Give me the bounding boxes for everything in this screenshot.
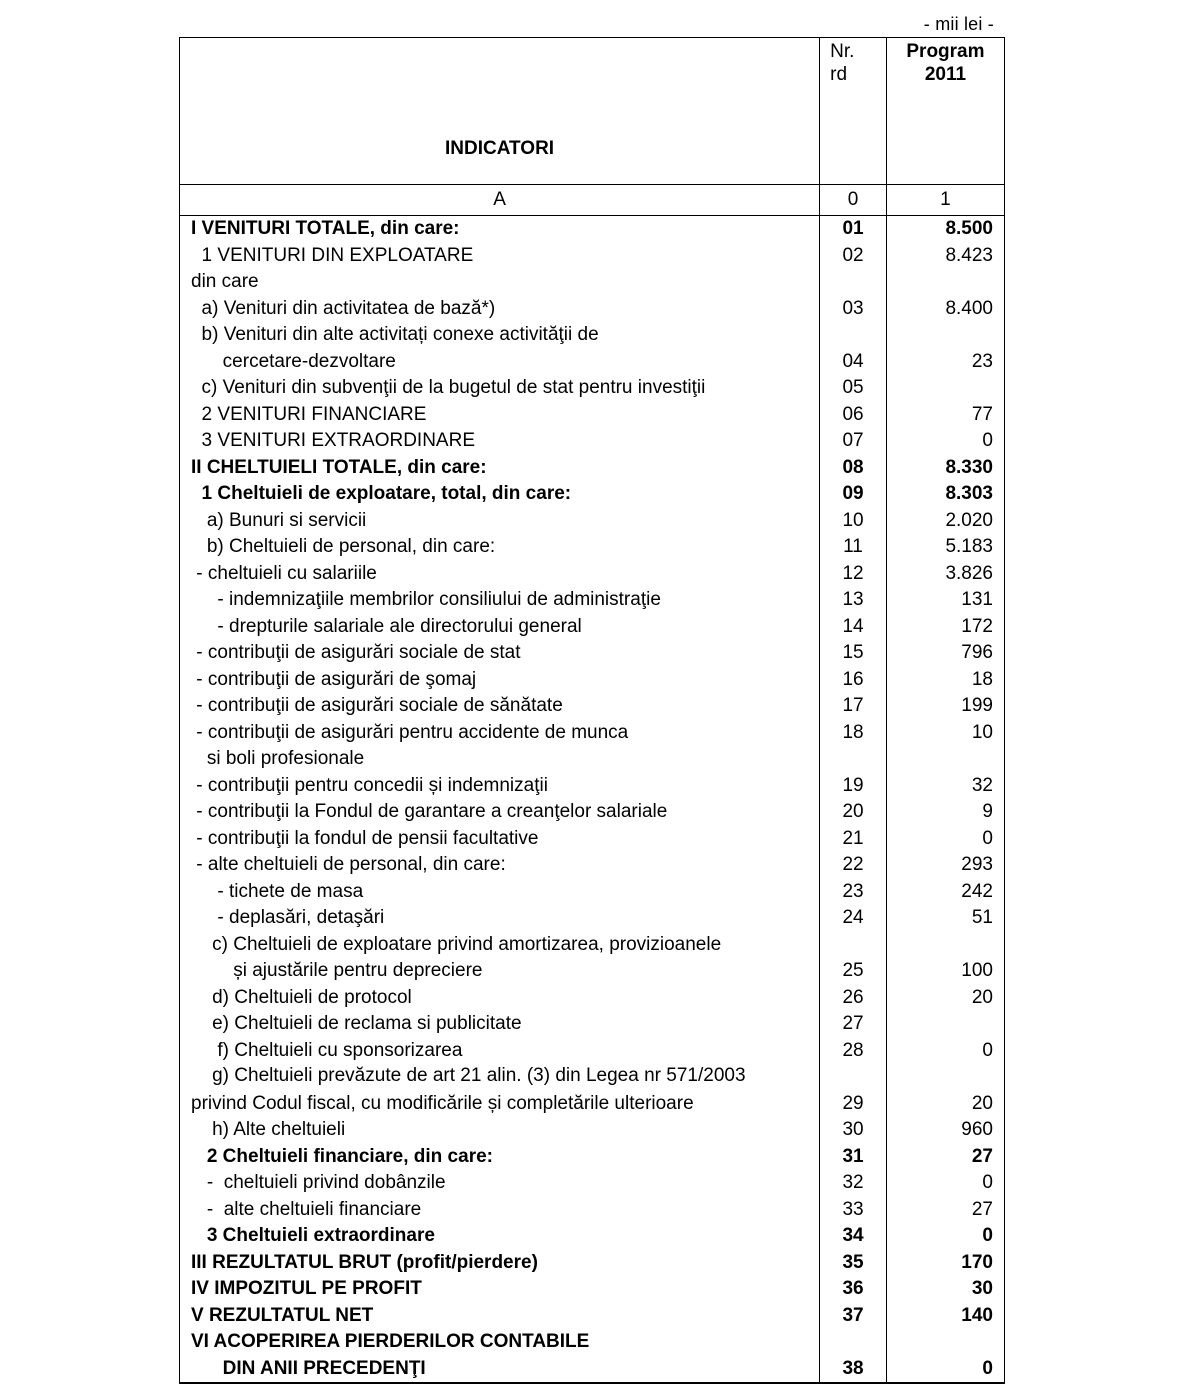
- row-number: [820, 269, 887, 296]
- program-value: 199: [886, 693, 1004, 720]
- indicator-label: 1 Cheltuieli de exploatare, total, din care:: [180, 481, 820, 508]
- table-row: [180, 773, 1005, 800]
- row-number: 04: [820, 349, 887, 376]
- program-value: [886, 1329, 1004, 1356]
- program-value: 20: [886, 985, 1004, 1012]
- program-value: 2.020: [886, 508, 1004, 535]
- program-value: 0: [886, 428, 1004, 455]
- program-value: 172: [886, 614, 1004, 641]
- row-number: 08: [820, 455, 887, 482]
- indicator-label: 2 Cheltuieli financiare, din care:: [180, 1144, 820, 1171]
- indicator-label: 3 VENITURI EXTRAORDINARE: [180, 428, 820, 455]
- column-index-program: 1: [886, 185, 1004, 216]
- indicator-label: din care: [180, 269, 820, 296]
- table-row: [180, 720, 1005, 747]
- program-value: 51: [886, 905, 1004, 932]
- table-row: [180, 428, 1005, 455]
- row-number: 25: [820, 958, 887, 985]
- row-number: 34: [820, 1223, 887, 1250]
- row-number: 33: [820, 1197, 887, 1224]
- indicator-label: - tichete de masa: [180, 879, 820, 906]
- program-value: 0: [886, 1170, 1004, 1197]
- table-row: [180, 1117, 1005, 1144]
- indicator-label: a) Venituri din activitatea de bază*): [180, 296, 820, 323]
- indicator-label: - drepturile salariale ale directorului general: [180, 614, 820, 641]
- program-value: 0: [886, 1356, 1004, 1384]
- row-number: [820, 746, 887, 773]
- table-row: [180, 508, 1005, 535]
- table-row: [180, 216, 1005, 243]
- program-value: 796: [886, 640, 1004, 667]
- row-number: 18: [820, 720, 887, 747]
- row-number: 30: [820, 1117, 887, 1144]
- indicator-label: g) Cheltuieli prevăzute de art 21 alin. (3) din Legea nr 571/2003: [180, 1064, 820, 1091]
- program-value: 23: [886, 349, 1004, 376]
- table-row: [180, 534, 1005, 561]
- row-number: 06: [820, 402, 887, 429]
- program-value: 27: [886, 1144, 1004, 1171]
- table-row: [180, 932, 1005, 959]
- indicator-label: 3 Cheltuieli extraordinare: [180, 1223, 820, 1250]
- row-number: 17: [820, 693, 887, 720]
- row-number: 10: [820, 508, 887, 535]
- program-value: 10: [886, 720, 1004, 747]
- program-value: 242: [886, 879, 1004, 906]
- program-value: [886, 322, 1004, 349]
- indicator-label: a) Bunuri si servicii: [180, 508, 820, 535]
- indicator-label: - contribuţii la Fondul de garantare a creanţelor salariale: [180, 799, 820, 826]
- indicator-label: - cheltuieli cu salariile: [180, 561, 820, 588]
- row-number-column-header: [820, 38, 887, 185]
- indicator-label: f) Cheltuieli cu sponsorizarea: [180, 1038, 820, 1065]
- nr-label-line2: rd: [830, 64, 848, 85]
- table-row: [180, 1356, 1005, 1384]
- row-number: 20: [820, 799, 887, 826]
- row-number: 36: [820, 1276, 887, 1303]
- indicator-label: cercetare-dezvoltare: [180, 349, 820, 376]
- column-index-row: [180, 185, 1005, 216]
- table-row: [180, 322, 1005, 349]
- row-number: [820, 932, 887, 959]
- table-row: [180, 455, 1005, 482]
- program-value: 8.400: [886, 296, 1004, 323]
- table-row: [180, 402, 1005, 429]
- table-row: [180, 958, 1005, 985]
- program-value: 32: [886, 773, 1004, 800]
- row-number: 03: [820, 296, 887, 323]
- row-number: 32: [820, 1170, 887, 1197]
- indicator-label: 1 VENITURI DIN EXPLOATARE: [180, 243, 820, 270]
- table-row: [180, 1329, 1005, 1356]
- table-row: [180, 614, 1005, 641]
- table-row: [180, 905, 1005, 932]
- row-number: 19: [820, 773, 887, 800]
- row-number: 24: [820, 905, 887, 932]
- program-value: 3.826: [886, 561, 1004, 588]
- program-value: 18: [886, 667, 1004, 694]
- table-row: [180, 667, 1005, 694]
- table-row: [180, 1250, 1005, 1277]
- table-row: [180, 1064, 1005, 1091]
- program-value: 293: [886, 852, 1004, 879]
- row-number: 09: [820, 481, 887, 508]
- indicator-label: III REZULTATUL BRUT (profit/pierdere): [180, 1250, 820, 1277]
- indicator-label: si boli profesionale: [180, 746, 820, 773]
- financial-program-table: [179, 37, 1005, 1384]
- table-row: [180, 349, 1005, 376]
- row-number: 26: [820, 985, 887, 1012]
- indicator-label: b) Venituri din alte activitați conexe activităţii de: [180, 322, 820, 349]
- row-number: 02: [820, 243, 887, 270]
- table-row: [180, 375, 1005, 402]
- indicator-label: d) Cheltuieli de protocol: [180, 985, 820, 1012]
- program-label-line1: Program: [906, 41, 985, 62]
- program-value: 0: [886, 1223, 1004, 1250]
- indicator-label: b) Cheltuieli de personal, din care:: [180, 534, 820, 561]
- indicator-label: - contribuţii pentru concedii și indemnizaţii: [180, 773, 820, 800]
- row-number: 01: [820, 216, 887, 243]
- row-number: 12: [820, 561, 887, 588]
- program-label-line2: 2011: [924, 64, 967, 85]
- program-value: 131: [886, 587, 1004, 614]
- indicator-label: IV IMPOZITUL PE PROFIT: [180, 1276, 820, 1303]
- indicator-label: c) Venituri din subvenţii de la bugetul de stat pentru investiţii: [180, 375, 820, 402]
- program-value: 8.303: [886, 481, 1004, 508]
- column-index-indicator: A: [180, 185, 820, 216]
- program-value: [886, 746, 1004, 773]
- unit-label: - mii lei -: [923, 14, 994, 34]
- row-number: [820, 1329, 887, 1356]
- program-value: [886, 1011, 1004, 1038]
- table-row: [180, 1038, 1005, 1065]
- table-row: [180, 1091, 1005, 1118]
- program-value: [886, 1064, 1004, 1091]
- program-value: 30: [886, 1276, 1004, 1303]
- table-row: [180, 799, 1005, 826]
- program-value: [886, 269, 1004, 296]
- table-row: [180, 826, 1005, 853]
- program-value: 140: [886, 1303, 1004, 1330]
- row-number: 22: [820, 852, 887, 879]
- row-number: 16: [820, 667, 887, 694]
- row-number: 21: [820, 826, 887, 853]
- row-number: 07: [820, 428, 887, 455]
- table-row: [180, 1197, 1005, 1224]
- program-value: 8.423: [886, 243, 1004, 270]
- row-number: 15: [820, 640, 887, 667]
- table-row: [180, 985, 1005, 1012]
- row-number: 37: [820, 1303, 887, 1330]
- row-number: [820, 1064, 887, 1091]
- indicator-label: DIN ANII PRECEDENŢI: [180, 1356, 820, 1384]
- indicator-label: privind Codul fiscal, cu modificările și completările ulterioare: [180, 1091, 820, 1118]
- indicator-label: - contribuţii de asigurări sociale de stat: [180, 640, 820, 667]
- row-number: 28: [820, 1038, 887, 1065]
- row-number: 31: [820, 1144, 887, 1171]
- table-row: [180, 1276, 1005, 1303]
- program-value: 27: [886, 1197, 1004, 1224]
- table-row: [180, 587, 1005, 614]
- indicator-label: 2 VENITURI FINANCIARE: [180, 402, 820, 429]
- table-row: [180, 1170, 1005, 1197]
- indicator-label: și ajustările pentru depreciere: [180, 958, 820, 985]
- program-value: 170: [886, 1250, 1004, 1277]
- table-row: [180, 852, 1005, 879]
- program-value: 5.183: [886, 534, 1004, 561]
- indicator-label: - cheltuieli privind dobânzile: [180, 1170, 820, 1197]
- program-column-header: [886, 38, 1004, 185]
- indicator-label: e) Cheltuieli de reclama si publicitate: [180, 1011, 820, 1038]
- program-value: 960: [886, 1117, 1004, 1144]
- row-number: 27: [820, 1011, 887, 1038]
- indicator-label: I VENITURI TOTALE, din care:: [180, 216, 820, 243]
- program-value: 77: [886, 402, 1004, 429]
- indicator-label: c) Cheltuieli de exploatare privind amortizarea, provizioanele: [180, 932, 820, 959]
- program-value: [886, 932, 1004, 959]
- row-number: 05: [820, 375, 887, 402]
- row-number: 29: [820, 1091, 887, 1118]
- row-number: [820, 322, 887, 349]
- table-row: [180, 1223, 1005, 1250]
- indicator-label: - contribuţii la fondul de pensii facultative: [180, 826, 820, 853]
- indicator-label: V REZULTATUL NET: [180, 1303, 820, 1330]
- indicator-label: h) Alte cheltuieli: [180, 1117, 820, 1144]
- table-header-row: [180, 38, 1005, 185]
- nr-label-line1: Nr.: [830, 41, 855, 62]
- indicator-label: - deplasări, detaşări: [180, 905, 820, 932]
- table-row: [180, 481, 1005, 508]
- row-number: 11: [820, 534, 887, 561]
- table-row: [180, 693, 1005, 720]
- indicator-label: VI ACOPERIREA PIERDERILOR CONTABILE: [180, 1329, 820, 1356]
- indicator-label: - alte cheltuieli de personal, din care:: [180, 852, 820, 879]
- table-row: [180, 1144, 1005, 1171]
- program-value: 0: [886, 1038, 1004, 1065]
- table-row: [180, 561, 1005, 588]
- indicator-label: - alte cheltuieli financiare: [180, 1197, 820, 1224]
- indicator-label: - contribuţii de asigurări de şomaj: [180, 667, 820, 694]
- indicator-label: - contribuţii de asigurări pentru accidente de munca: [180, 720, 820, 747]
- indicator-label: - indemnizaţiile membrilor consiliului de administraţie: [180, 587, 820, 614]
- row-number: 35: [820, 1250, 887, 1277]
- row-number: 23: [820, 879, 887, 906]
- program-value: 0: [886, 826, 1004, 853]
- program-value: 9: [886, 799, 1004, 826]
- table-row: [180, 746, 1005, 773]
- row-number: 38: [820, 1356, 887, 1384]
- table-row: [180, 296, 1005, 323]
- program-value: 8.500: [886, 216, 1004, 243]
- table-row: [180, 879, 1005, 906]
- table-row: [180, 1011, 1005, 1038]
- table-row: [180, 640, 1005, 667]
- row-number: 14: [820, 614, 887, 641]
- program-value: [886, 375, 1004, 402]
- indicator-column-header: INDICATORI: [180, 38, 820, 185]
- program-value: 100: [886, 958, 1004, 985]
- table-row: [180, 243, 1005, 270]
- table-row: [180, 1303, 1005, 1330]
- row-number: 13: [820, 587, 887, 614]
- indicator-label: - contribuţii de asigurări sociale de sănătate: [180, 693, 820, 720]
- table-row: [180, 269, 1005, 296]
- indicator-label: II CHELTUIELI TOTALE, din care:: [180, 455, 820, 482]
- column-index-nr: 0: [820, 185, 887, 216]
- program-value: 20: [886, 1091, 1004, 1118]
- program-value: 8.330: [886, 455, 1004, 482]
